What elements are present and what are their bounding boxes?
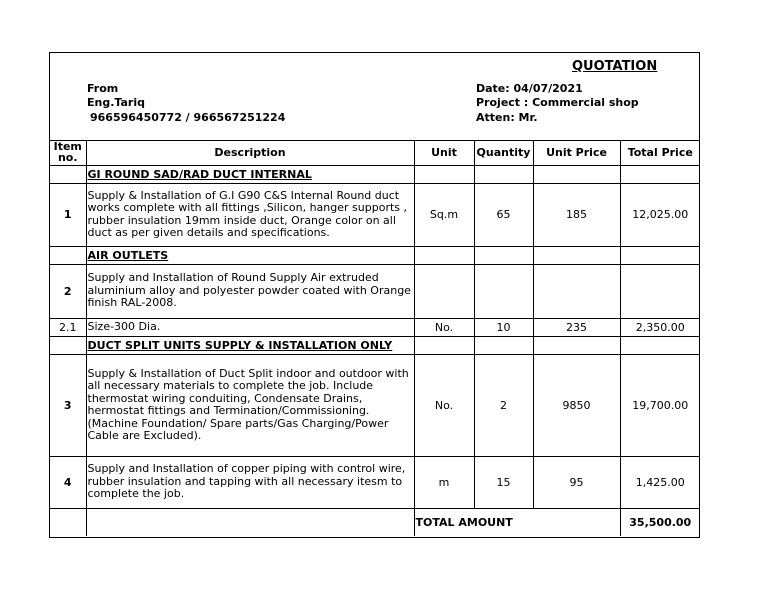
- quotation-date: Date: 04/07/2021: [476, 82, 583, 95]
- item-unit-price: 235: [533, 318, 620, 336]
- from-label: From: [87, 82, 119, 95]
- item-description: Supply & Installation of G.I G90 C&S Internal Round duct works complete with all fittings ,Silicon, hanger supports , rubber insulation 19mm inside duct, Orange color on all duct as per given details and specifications.: [86, 183, 414, 246]
- item-unit: Sq.m: [414, 183, 474, 246]
- header-unit: Unit: [414, 140, 474, 165]
- phone-numbers: 966596450772 / 966567251224: [90, 111, 286, 124]
- section-row: [50, 336, 700, 354]
- project-name: Project : Commercial shop: [476, 96, 639, 109]
- item-unit: No.: [414, 354, 474, 456]
- item-quantity: 2: [474, 354, 533, 456]
- item-unit: m: [414, 456, 474, 508]
- total-amount-value: 35,500.00: [620, 508, 700, 536]
- header-item: Item no.: [50, 140, 86, 165]
- item-total-price: 19,700.00: [620, 354, 700, 456]
- section-title: DUCT SPLIT UNITS SUPPLY & INSTALLATION ONLY: [86, 336, 414, 354]
- header-total-price: Total Price: [620, 140, 700, 165]
- item-number: 2: [50, 264, 86, 318]
- item-total-price: 1,425.00: [620, 456, 700, 508]
- from-name: Eng.Tariq: [87, 96, 145, 109]
- item-number: 2.1: [50, 318, 86, 336]
- item-unit-price: [533, 264, 620, 318]
- table-row: [50, 354, 700, 456]
- total-row: [50, 508, 700, 536]
- item-quantity: [474, 264, 533, 318]
- total-amount-label: TOTAL AMOUNT: [414, 508, 620, 536]
- item-unit: [414, 264, 474, 318]
- header-description: Description: [86, 140, 414, 165]
- item-description: Size-300 Dia.: [86, 318, 414, 336]
- item-unit: No.: [414, 318, 474, 336]
- item-number: 4: [50, 456, 86, 508]
- item-number: 3: [50, 354, 86, 456]
- section-title: GI ROUND SAD/RAD DUCT INTERNAL: [86, 165, 414, 183]
- item-quantity: 15: [474, 456, 533, 508]
- item-unit-price: 95: [533, 456, 620, 508]
- header-quantity: Quantity: [474, 140, 533, 165]
- section-row: [50, 246, 700, 264]
- item-description: Supply and Installation of copper piping with control wire, rubber insulation and tapping with all necessary itesm to complete the job.: [86, 456, 414, 508]
- item-unit-price: 185: [533, 183, 620, 246]
- attention-line: Atten: Mr.: [476, 111, 538, 124]
- item-quantity: 10: [474, 318, 533, 336]
- table-row: [50, 183, 700, 246]
- section-title: AIR OUTLETS: [86, 246, 414, 264]
- item-quantity: 65: [474, 183, 533, 246]
- header-unit-price: Unit Price: [533, 140, 620, 165]
- quotation-sheet: [49, 52, 700, 538]
- table-header-row: [50, 140, 700, 165]
- item-unit-price: 9850: [533, 354, 620, 456]
- item-total-price: 12,025.00: [620, 183, 700, 246]
- item-number: 1: [50, 183, 86, 246]
- document-title: QUOTATION: [572, 59, 658, 74]
- item-total-price: [620, 264, 700, 318]
- table-row: [50, 456, 700, 508]
- item-description: Supply and Installation of Round Supply Air extruded aluminium alloy and polyester powder coated with Orange finish RAL-2008.: [86, 264, 414, 318]
- quotation-header: [50, 53, 699, 141]
- item-description: Supply & Installation of Duct Split indoor and outdoor with all necessary materials to complete the job. Include thermostat wiring conduiting, Condensate Drains, hermostat fittings and Termination/Commissioning. (Machine Foundation/ Spare parts/Gas Charging/Power Cable are Excluded).: [86, 354, 414, 456]
- item-total-price: 2,350.00: [620, 318, 700, 336]
- quotation-table: [50, 140, 700, 536]
- section-row: [50, 165, 700, 183]
- table-row: [50, 264, 700, 318]
- table-row: [50, 318, 700, 336]
